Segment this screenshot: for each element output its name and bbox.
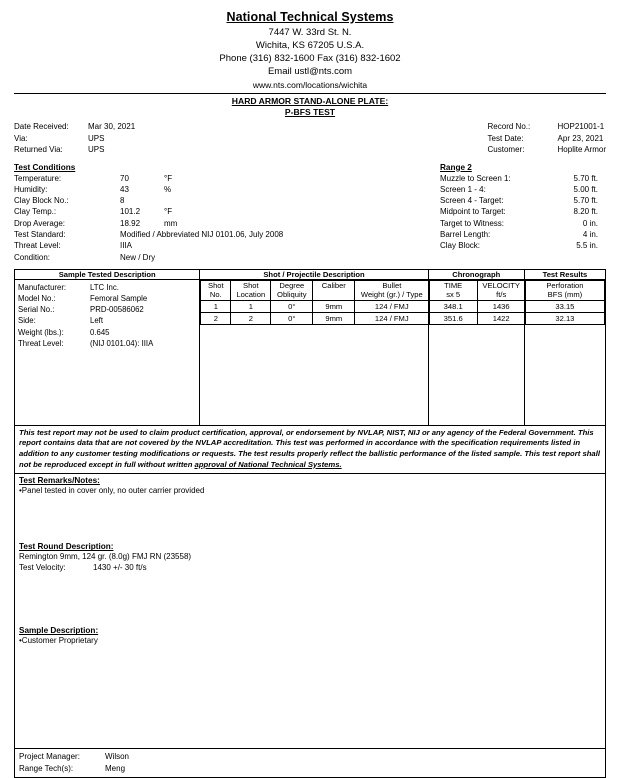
results-table bbox=[14, 269, 606, 426]
range-value: 5.70 ft. bbox=[573, 173, 598, 183]
condition-value: 101.2 bbox=[120, 207, 141, 217]
meta-value: Mar 30, 2021 bbox=[88, 122, 136, 131]
chrono-inner-table bbox=[429, 280, 526, 325]
meta-key: Customer: bbox=[487, 145, 525, 154]
footer-row bbox=[19, 751, 601, 763]
condition-row bbox=[14, 206, 283, 217]
chrono-time: 351.6 bbox=[429, 312, 477, 324]
test-round-line: Remington 9mm, 124 gr. (8.0g) FMJ RN (23558) bbox=[19, 552, 192, 562]
condition-row bbox=[14, 184, 283, 195]
shot-subheader-l2: Location bbox=[236, 290, 266, 300]
range-row bbox=[440, 206, 606, 217]
range-title: Range 2 bbox=[440, 162, 472, 172]
company-phone: Phone (316) 832-1600 Fax (316) 832-1602 bbox=[219, 53, 401, 64]
shot-caliber: 9mm bbox=[313, 312, 355, 324]
condition-value: New / Dry bbox=[120, 252, 156, 262]
chrono-data-row bbox=[429, 300, 525, 312]
results-bfs: 33.15 bbox=[525, 300, 604, 312]
footer-key: Range Tech(s): bbox=[19, 763, 74, 773]
shot-data-row bbox=[201, 312, 429, 324]
range-key: Midpoint to Target: bbox=[440, 207, 506, 217]
sample-value: Left bbox=[90, 316, 104, 326]
test-conditions-block bbox=[14, 163, 283, 263]
group-header-shot: Shot / Projectile Description bbox=[200, 269, 428, 279]
condition-value: IIIA bbox=[120, 241, 133, 251]
shot-location: 2 bbox=[231, 312, 271, 324]
shot-caliber: 9mm bbox=[313, 300, 355, 312]
shot-subheader-l1: Bullet bbox=[382, 280, 402, 290]
condition-unit: °F bbox=[164, 207, 173, 217]
sample-value: LTC Inc. bbox=[90, 282, 119, 292]
condition-key: Clay Block No.: bbox=[14, 196, 69, 206]
sample-row bbox=[18, 304, 196, 315]
results-bfs: 32.13 bbox=[525, 312, 604, 324]
meta-row bbox=[488, 121, 606, 133]
sample-key: Serial No.: bbox=[18, 305, 55, 315]
results-inner-table bbox=[525, 280, 605, 325]
meta-key: Via: bbox=[14, 133, 28, 143]
range-row bbox=[440, 184, 606, 195]
company-name: National Technical Systems bbox=[226, 10, 394, 24]
chrono-subheader bbox=[477, 280, 525, 300]
shot-cell bbox=[200, 279, 428, 425]
condition-value: 70 bbox=[120, 173, 129, 183]
footer-value: Meng bbox=[105, 763, 126, 773]
chrono-velocity: 1422 bbox=[477, 312, 525, 324]
condition-row bbox=[14, 195, 283, 206]
sample-value: PRD-00586062 bbox=[90, 305, 144, 315]
test-velocity-row bbox=[19, 562, 601, 574]
meta-row bbox=[488, 144, 606, 156]
footer-row bbox=[19, 763, 601, 775]
company-email: Email ustl@nts.com bbox=[267, 66, 353, 77]
chrono-subheader-l1: TIME bbox=[444, 280, 463, 290]
remarks-item: •Panel tested in cover only, no outer carrier provided bbox=[19, 486, 205, 496]
signature-footer bbox=[14, 749, 606, 778]
sample-row bbox=[18, 315, 196, 326]
chrono-velocity: 1436 bbox=[477, 300, 525, 312]
condition-unit: % bbox=[164, 184, 172, 194]
range-value: 8.20 ft. bbox=[573, 207, 598, 217]
sample-key: Threat Level: bbox=[18, 338, 64, 348]
sample-key: Model No.: bbox=[18, 294, 56, 304]
meta-value: UPS bbox=[88, 145, 105, 154]
disclaimer-underlined: approval of National Technical Systems. bbox=[194, 459, 342, 469]
results-cell bbox=[524, 279, 605, 425]
report-title bbox=[14, 96, 606, 118]
shot-subheader bbox=[201, 280, 231, 300]
shot-subheader bbox=[271, 280, 313, 300]
chrono-time: 348.1 bbox=[429, 300, 477, 312]
meta-key: Returned Via: bbox=[14, 145, 63, 154]
condition-value: Modified / Abbreviated NIJ 0101.06, July 2008 bbox=[120, 229, 284, 239]
shot-subheader bbox=[355, 280, 429, 300]
company-city: Wichita, KS 67205 U.S.A. bbox=[255, 40, 365, 51]
test-velocity-label: Test Velocity: bbox=[19, 563, 66, 573]
sample-value: 0.645 bbox=[90, 327, 110, 337]
sample-row bbox=[18, 338, 196, 349]
shot-subheader bbox=[231, 280, 271, 300]
meta-key: Record No.: bbox=[487, 122, 531, 131]
condition-row bbox=[14, 252, 283, 263]
remarks-title: Test Remarks/Notes: bbox=[19, 476, 100, 486]
range-key: Screen 4 - Target: bbox=[440, 196, 504, 206]
shot-subheader-l2: No. bbox=[209, 290, 222, 300]
sample-value: Femoral Sample bbox=[90, 294, 148, 304]
condition-key: Temperature: bbox=[14, 173, 62, 183]
disclaimer bbox=[14, 426, 606, 474]
sample-description-item: •Customer Proprietary bbox=[19, 636, 98, 646]
condition-unit bbox=[164, 240, 198, 251]
range-key: Screen 1 - 4: bbox=[440, 184, 486, 194]
meta-value: HOP21001-1 bbox=[557, 122, 605, 131]
range-key: Muzzle to Screen 1: bbox=[440, 173, 511, 183]
condition-row bbox=[14, 229, 283, 240]
range-key: Barrel Length: bbox=[440, 229, 491, 239]
report-title-line1: HARD ARMOR STAND-ALONE PLATE: bbox=[231, 96, 389, 106]
range-value: 5.5 in. bbox=[576, 241, 598, 251]
chrono-data-row bbox=[429, 312, 525, 324]
shot-bullet: 124 / FMJ bbox=[355, 300, 429, 312]
shot-subheader-row bbox=[201, 280, 429, 300]
shot-location: 1 bbox=[231, 300, 271, 312]
sample-description-block bbox=[19, 626, 601, 646]
sample-row bbox=[18, 327, 196, 338]
condition-key: Humidity: bbox=[14, 184, 48, 194]
test-conditions-title: Test Conditions bbox=[14, 162, 76, 172]
meta-section bbox=[14, 121, 606, 156]
condition-unit: °F bbox=[164, 173, 173, 183]
footer-value: Wilson bbox=[105, 752, 130, 762]
range-row bbox=[440, 240, 606, 251]
meta-row bbox=[14, 144, 135, 156]
range-row bbox=[440, 229, 606, 240]
sample-key: Side: bbox=[18, 316, 36, 326]
meta-value: Hoplite Armor bbox=[557, 145, 606, 154]
range-key: Target to Witness: bbox=[440, 218, 505, 228]
shot-subheader-l2: Obliquity bbox=[277, 290, 307, 300]
report-title-line2: P-BFS TEST bbox=[284, 107, 336, 117]
results-subheader-l1: Perforation bbox=[546, 280, 584, 290]
condition-value: 18.92 bbox=[120, 218, 141, 228]
condition-row bbox=[14, 240, 283, 251]
meta-value: UPS bbox=[88, 133, 105, 143]
meta-row bbox=[14, 133, 135, 145]
condition-row bbox=[14, 173, 283, 184]
table-body-row bbox=[15, 279, 606, 425]
shot-obliquity: 0° bbox=[271, 300, 313, 312]
shot-obliquity: 0° bbox=[271, 312, 313, 324]
group-header-results: Test Results bbox=[524, 269, 605, 279]
results-subheader-row bbox=[525, 280, 604, 300]
condition-key: Clay Temp.: bbox=[14, 207, 57, 217]
condition-value: 8 bbox=[120, 196, 125, 206]
remarks-box bbox=[14, 474, 606, 749]
shot-data-row bbox=[201, 300, 429, 312]
sample-row bbox=[18, 293, 196, 304]
sample-cell bbox=[15, 279, 200, 425]
range-value: 5.70 ft. bbox=[573, 196, 598, 206]
meta-right bbox=[488, 121, 606, 156]
condition-key: Threat Level: bbox=[14, 241, 61, 251]
range-key: Clay Block: bbox=[440, 241, 481, 251]
range-row bbox=[440, 218, 606, 229]
meta-left bbox=[14, 121, 135, 156]
condition-key: Test Standard: bbox=[14, 229, 66, 239]
meta-key: Test Date: bbox=[487, 133, 524, 143]
meta-row bbox=[488, 133, 606, 145]
header-divider bbox=[14, 93, 606, 94]
range-value: 0 in. bbox=[582, 218, 598, 228]
sample-description-title: Sample Description: bbox=[19, 626, 99, 636]
condition-value: 43 bbox=[120, 184, 129, 194]
group-header-sample: Sample Tested Description bbox=[15, 269, 200, 279]
test-round-block bbox=[19, 542, 601, 574]
condition-row bbox=[14, 218, 283, 229]
chrono-subheader-l1: VELOCITY bbox=[482, 280, 520, 290]
range-block bbox=[440, 163, 606, 263]
sample-value: (NIJ 0101.04): IIIA bbox=[90, 338, 154, 348]
range-value: 5.00 ft. bbox=[573, 184, 598, 194]
shot-subheader-l2: Weight (gr.) / Type bbox=[360, 290, 423, 300]
chrono-subheader-l2: ft/s bbox=[496, 290, 507, 300]
shot-bullet: 124 / FMJ bbox=[355, 312, 429, 324]
condition-key: Drop Average: bbox=[14, 218, 65, 228]
chronograph-cell bbox=[428, 279, 524, 425]
sample-key: Manufacturer: bbox=[18, 282, 67, 292]
company-address: 7447 W. 33rd St. N. bbox=[268, 27, 352, 38]
condition-key: Condition: bbox=[14, 252, 51, 262]
chrono-subheader-l2: sx 5 bbox=[446, 290, 461, 300]
group-header-chrono: Chronograph bbox=[428, 269, 524, 279]
chrono-subheader-row bbox=[429, 280, 525, 300]
results-data-row bbox=[525, 300, 604, 312]
test-round-title: Test Round Description: bbox=[19, 542, 114, 552]
shot-subheader-l1: Caliber bbox=[321, 280, 346, 290]
test-velocity-value: 1430 +/- 30 ft/s bbox=[93, 563, 147, 573]
results-data-row bbox=[525, 312, 604, 324]
meta-row bbox=[14, 121, 135, 133]
shot-subheader-l1: Shot bbox=[208, 280, 224, 290]
range-row bbox=[440, 173, 606, 184]
shot-no: 2 bbox=[201, 312, 231, 324]
range-row bbox=[440, 195, 606, 206]
document-header bbox=[14, 10, 606, 90]
chrono-subheader bbox=[429, 280, 477, 300]
table-group-header-row bbox=[15, 269, 606, 279]
shot-subheader-l1: Shot bbox=[243, 280, 259, 290]
sample-row bbox=[18, 282, 196, 293]
meta-key: Date Received: bbox=[14, 122, 69, 131]
conditions-range-section bbox=[14, 163, 606, 263]
results-subheader bbox=[525, 280, 604, 300]
shot-subheader-l1: Degree bbox=[279, 280, 305, 290]
company-website: www.nts.com/locations/wichita bbox=[252, 80, 368, 90]
meta-value: Apr 23, 2021 bbox=[557, 133, 604, 143]
shot-no: 1 bbox=[201, 300, 231, 312]
shot-inner-table bbox=[200, 280, 429, 325]
condition-unit bbox=[164, 195, 198, 206]
condition-unit: mm bbox=[164, 218, 178, 228]
footer-key: Project Manager: bbox=[19, 752, 80, 762]
results-subheader-l2: BFS (mm) bbox=[547, 290, 583, 300]
sample-key: Weight (lbs.): bbox=[18, 327, 64, 337]
disclaimer-text: This test report may not be used to claim product certification, approval, or endorsement by NVLAP, NIST, NIJ or any agency of the Federal Government. This report contains data that are not covered by the NVLAP accreditation. This test was performed in accordance with the specification requirements listed in addition to any customer testing modifications or requests. The test results properly reflect the ballistic performance of the listed sample. This test report shall not be reproduced except in full without written bbox=[19, 427, 600, 469]
range-value: 4 in. bbox=[582, 229, 598, 239]
shot-subheader bbox=[313, 280, 355, 300]
